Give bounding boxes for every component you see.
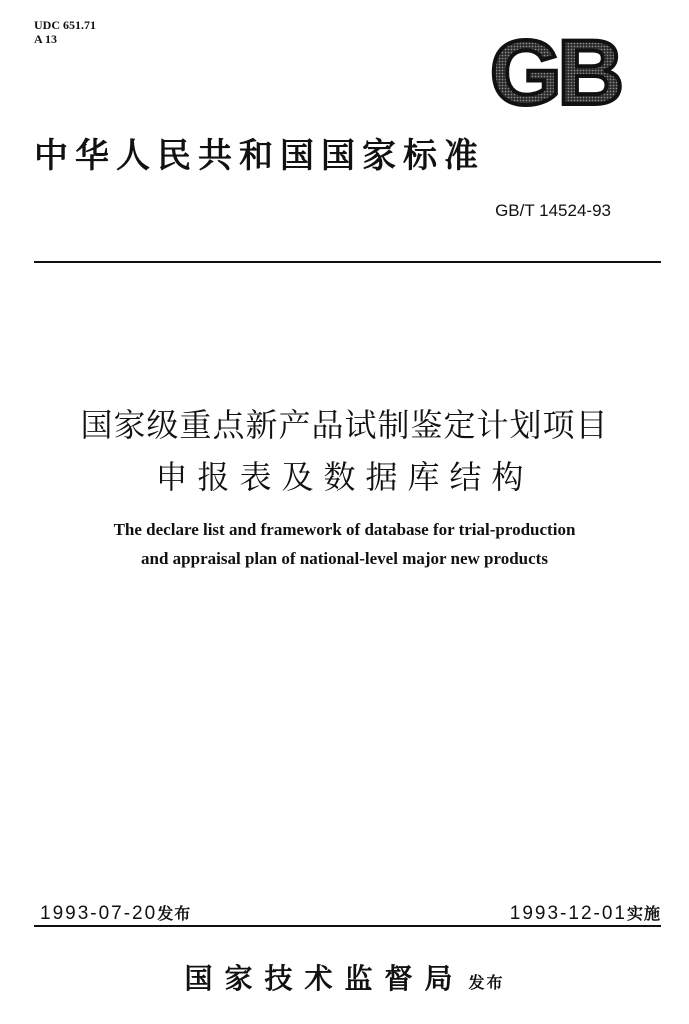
gb-logo-text: GB [490, 30, 620, 112]
title-zh-line2: 申报表及数据库结构 [155, 458, 534, 496]
title-zh-line1: 国家级重点新产品试制鉴定计划项目 [80, 406, 609, 444]
gb-logo [474, 30, 636, 112]
classification-code: A 13 [34, 32, 58, 46]
implement-date: 1993-12-01 [509, 903, 627, 924]
title-en-line2: and appraisal plan of national-level major new products [141, 549, 548, 568]
issue-label: 发布 [157, 904, 192, 923]
standard-code: GB/T 14524-93 [495, 201, 611, 220]
title-en-line1: The declare list and framework of database for trial-production [113, 520, 576, 539]
issue-date: 1993-07-20 [40, 903, 158, 924]
issue-date-group [40, 901, 191, 925]
footer-divider [34, 925, 661, 927]
standard-name: 中华人民共和国国家标准 [34, 136, 485, 176]
authority-name: 国家技术监督局 [184, 962, 465, 995]
publish-label: 发布 [468, 973, 505, 992]
udc-number: UDC 651.71 [34, 18, 96, 32]
issuing-authority [0, 957, 689, 997]
implement-label: 实施 [626, 904, 661, 923]
header-divider [34, 261, 661, 263]
implement-date-group [510, 901, 661, 925]
document-meta [34, 18, 96, 46]
